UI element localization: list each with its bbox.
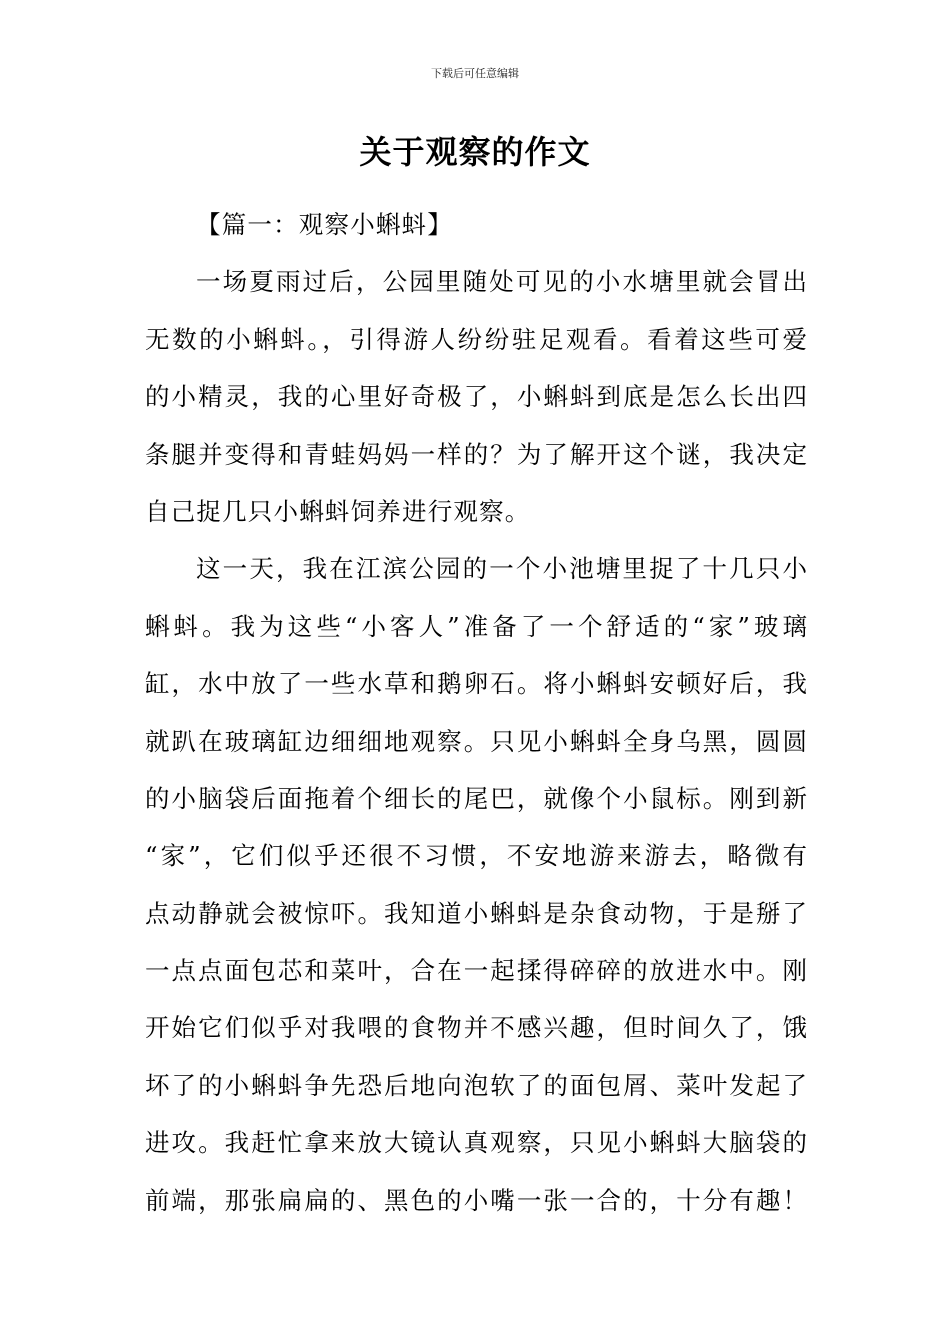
header-note: 下载后可任意编辑 (431, 67, 519, 80)
paragraph-line: 开始它们似乎对我喂的食物并不感兴趣，但时间久了，饿 (145, 1013, 807, 1043)
paragraph-line: 条腿并变得和青蛙妈妈一样的？为了解开这个谜，我决定 (145, 439, 807, 469)
paragraph-line: 自己捉几只小蝌蚪饲养进行观察。 (145, 496, 531, 526)
paragraph-line: 一场夏雨过后，公园里随处可见的小水塘里就会冒出 (196, 267, 807, 297)
paragraph-line: 的小精灵，我的心里好奇极了，小蝌蚪到底是怎么长出四 (145, 382, 807, 412)
document-body (145, 196, 807, 1229)
paragraph-line: 前端，那张扁扁的、黑色的小嘴一张一合的，十分有趣！ (145, 1185, 807, 1215)
paragraph-line: 的小脑袋后面拖着个细长的尾巴，就像个小鼠标。刚到新 (145, 783, 807, 813)
paragraph-line: “家”，它们似乎还很不习惯，不安地游来游去，略微有 (145, 841, 807, 871)
paragraph-line: 坏了的小蝌蚪争先恐后地向泡软了的面包屑、菜叶发起了 (145, 1070, 807, 1100)
document-title: 关于观察的作文 (359, 133, 591, 171)
paragraph-line: 蝌蚪。我为这些“小客人”准备了一个舒适的“家”玻璃 (145, 611, 807, 641)
paragraph-line: 这一天，我在江滨公园的一个小池塘里捉了十几只小 (196, 554, 807, 584)
paragraph-line: 点动静就会被惊吓。我知道小蝌蚪是杂食动物，于是掰了 (145, 898, 807, 928)
paragraph-1 (145, 253, 807, 540)
paragraph-line: 一点点面包芯和菜叶，合在一起揉得碎碎的放进水中。刚 (145, 956, 807, 986)
paragraph-line: 就趴在玻璃缸边细细地观察。只见小蝌蚪全身乌黑，圆圆 (145, 726, 807, 756)
paragraph-2 (145, 540, 807, 1229)
paragraph-line: 缸，水中放了一些水草和鹅卵石。将小蝌蚪安顿好后，我 (145, 669, 807, 699)
section-heading: 【篇一：观察小蝌蚪】 (196, 210, 453, 239)
paragraph-line: 无数的小蝌蚪。，引得游人纷纷驻足观看。看着这些可爱 (145, 324, 807, 354)
paragraph-line: 进攻。我赶忙拿来放大镜认真观察，只见小蝌蚪大脑袋的 (145, 1128, 807, 1158)
